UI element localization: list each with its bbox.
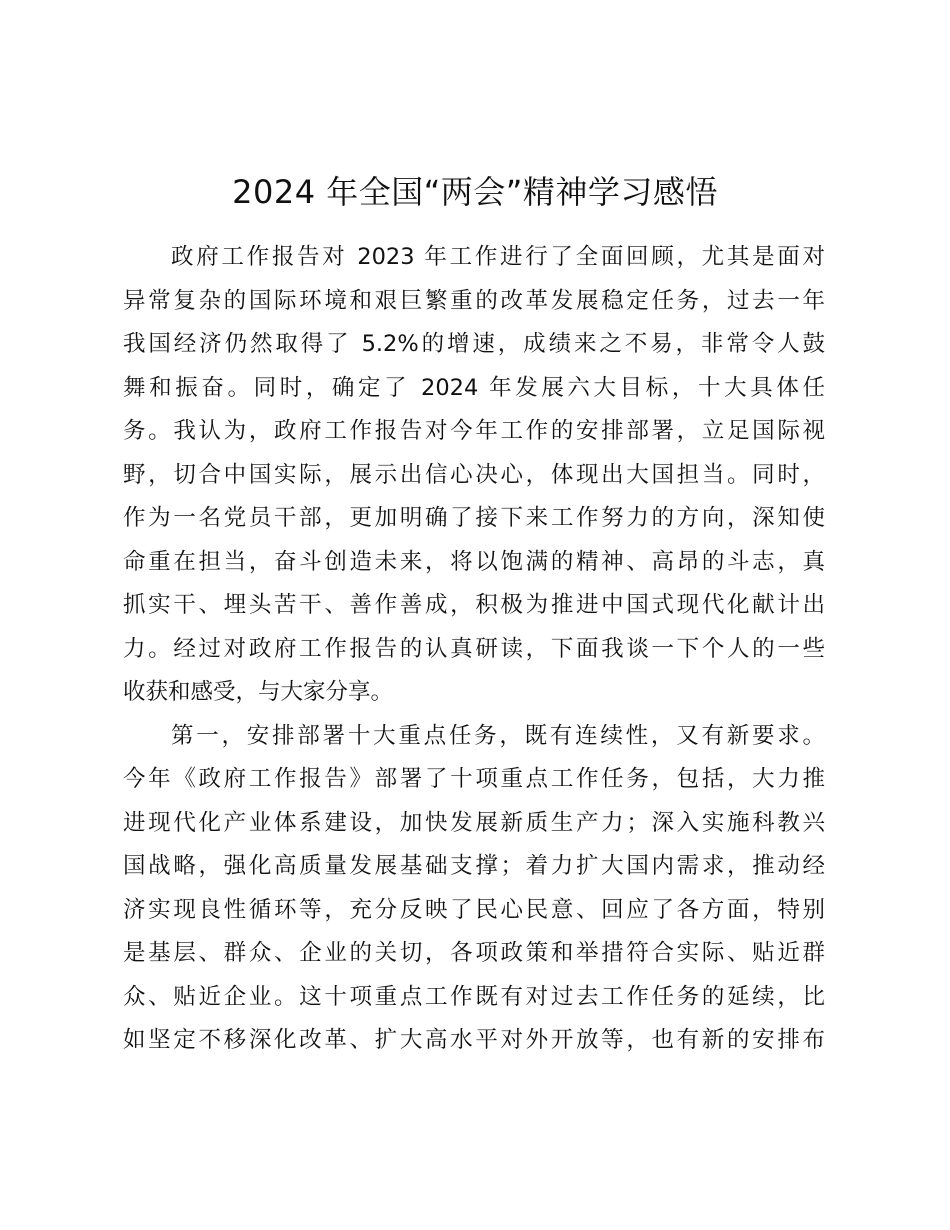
text-line: 是基层、群众、企业的关切，各项政策和举措符合实际、贴近群 (123, 940, 825, 966)
text-line: 济实现良性循环等，充分反映了民心民意、回应了各方面，特别 (123, 896, 825, 923)
text-line: 如坚定不移深化改革、扩大高水平对外开放等，也有新的安排布 (123, 1027, 825, 1053)
text-line: 异常复杂的国际环境和艰巨繁重的改革发展稳定任务，过去一年 (123, 287, 825, 314)
text-line: 收获和感受，与大家分享。 (123, 679, 394, 705)
text-line: 今年《政府工作报告》部署了十项重点工作任务，包括，大力推 (123, 766, 825, 792)
paragraph-2 (123, 715, 825, 1063)
text-line: 进现代化产业体系建设，加快发展新质生产力；深入实施科教兴 (123, 809, 825, 836)
text-line: 命重在担当，奋斗创造未来，将以饱满的精神、高昂的斗志，真 (123, 548, 825, 575)
text-line: 抓实干、埋头苦干、善作善成，积极为推进中国式现代化献计出 (123, 592, 825, 618)
text-line: 第一，安排部署十大重点任务，既有连续性，又有新要求。 (171, 722, 825, 749)
document-body (123, 236, 825, 1063)
text-line: 作为一名党员干部，更加明确了接下来工作努力的方向，深知使 (123, 505, 825, 531)
text-line: 舞和振奋。同时，确定了 2024 年发展六大目标，十大具体任 (123, 374, 825, 401)
text-line: 务。我认为，政府工作报告对今年工作的安排部署，立足国际视 (123, 418, 825, 444)
text-line: 众、贴近企业。这十项重点工作既有对过去工作任务的延续，比 (123, 983, 825, 1010)
text-line: 力。经过对政府工作报告的认真研读，下面我谈一下个人的一些 (123, 635, 825, 662)
text-line: 政府工作报告对 2023 年工作进行了全面回顾，尤其是面对 (171, 244, 825, 270)
document-title: 2024 年全国“两会”精神学习感悟 (232, 173, 718, 211)
text-line: 国战略，强化高质量发展基础支撑；着力扩大国内需求，推动经 (123, 853, 825, 879)
text-line: 野，切合中国实际，展示出信心决心，体现出大国担当。同时， (123, 461, 825, 488)
text-line: 我国经济仍然取得了 5.2%的增速，成绩来之不易，非常令人鼓 (123, 331, 825, 357)
paragraph-1 (123, 236, 825, 715)
